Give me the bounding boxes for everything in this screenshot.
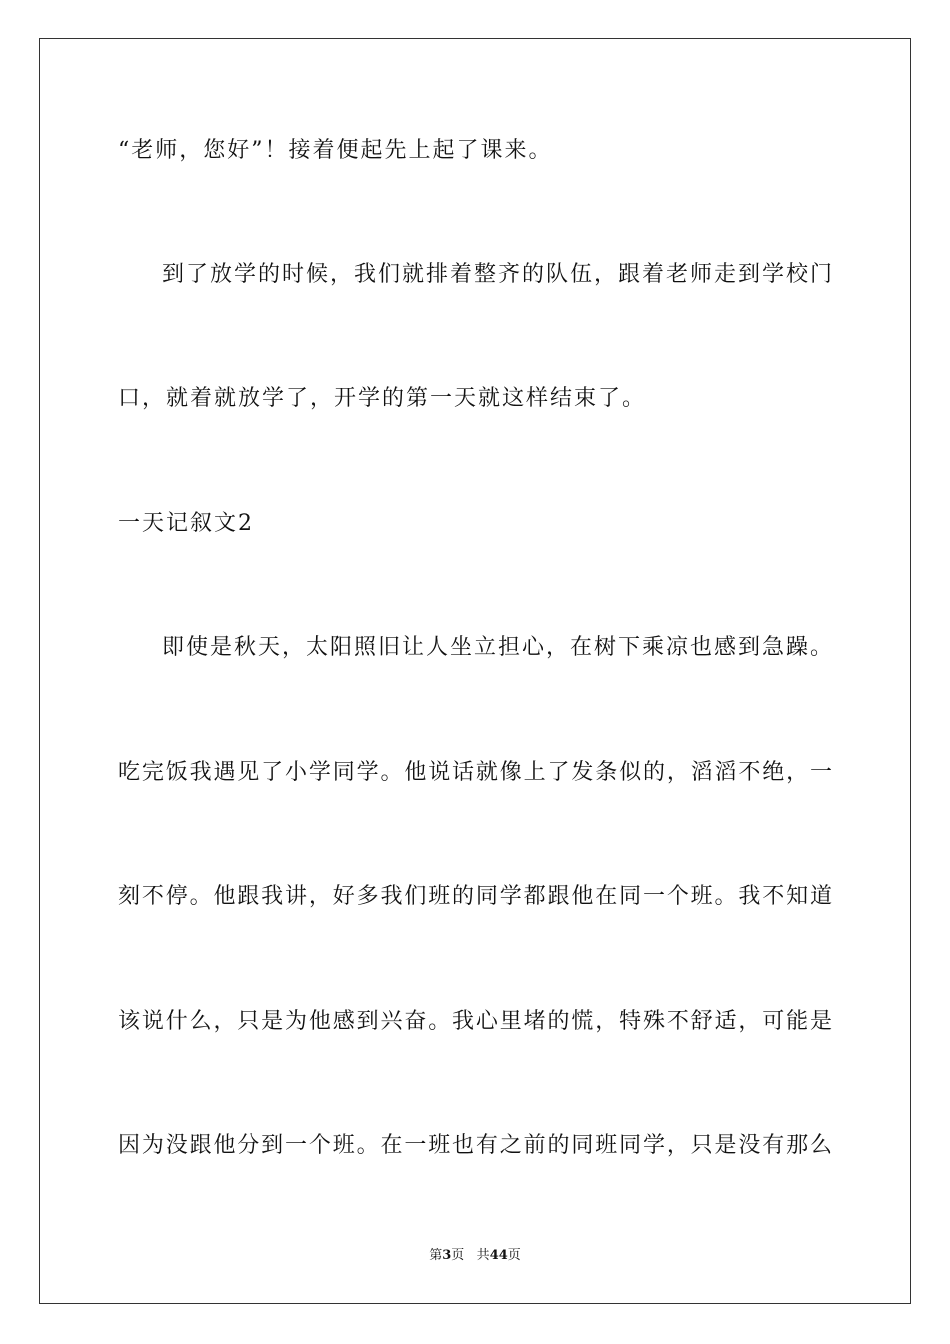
footer-total-number: 44 — [489, 1248, 508, 1263]
footer-total-prefix: 共 — [476, 1248, 490, 1263]
body-line-7: 刻不停。他跟我讲，好多我们班的同学都跟他在同一个班。我不知道 — [118, 884, 832, 909]
body-line-6: 吃完饭我遇见了小学同学。他说话就像上了发条似的，滔滔不绝，一 — [118, 760, 832, 785]
footer-page-prefix: 第 — [429, 1248, 443, 1263]
footer-page-suffix: 页 — [451, 1248, 465, 1263]
body-line-1: “老师，您好”！接着便起先上起了课来。 — [118, 138, 553, 163]
body-line-8: 该说什么，只是为他感到兴奋。我心里堵的慌，特殊不舒适，可能是 — [118, 1009, 832, 1034]
body-line-2: 到了放学的时候，我们就排着整齐的队伍，跟着老师走到学校门 — [162, 262, 832, 287]
footer-total-suffix: 页 — [507, 1248, 521, 1263]
page-footer — [0, 1247, 950, 1265]
section-heading: 一天记叙文2 — [118, 511, 254, 536]
body-line-3: 口，就着就放学了，开学的第一天就这样结束了。 — [118, 386, 647, 411]
body-line-9: 因为没跟他分到一个班。在一班也有之前的同班同学，只是没有那么 — [118, 1133, 832, 1158]
footer-page-number: 3 — [442, 1248, 452, 1263]
page-border — [39, 38, 911, 1304]
body-line-5: 即使是秋天，太阳照旧让人坐立担心，在树下乘凉也感到急躁。 — [162, 635, 832, 660]
